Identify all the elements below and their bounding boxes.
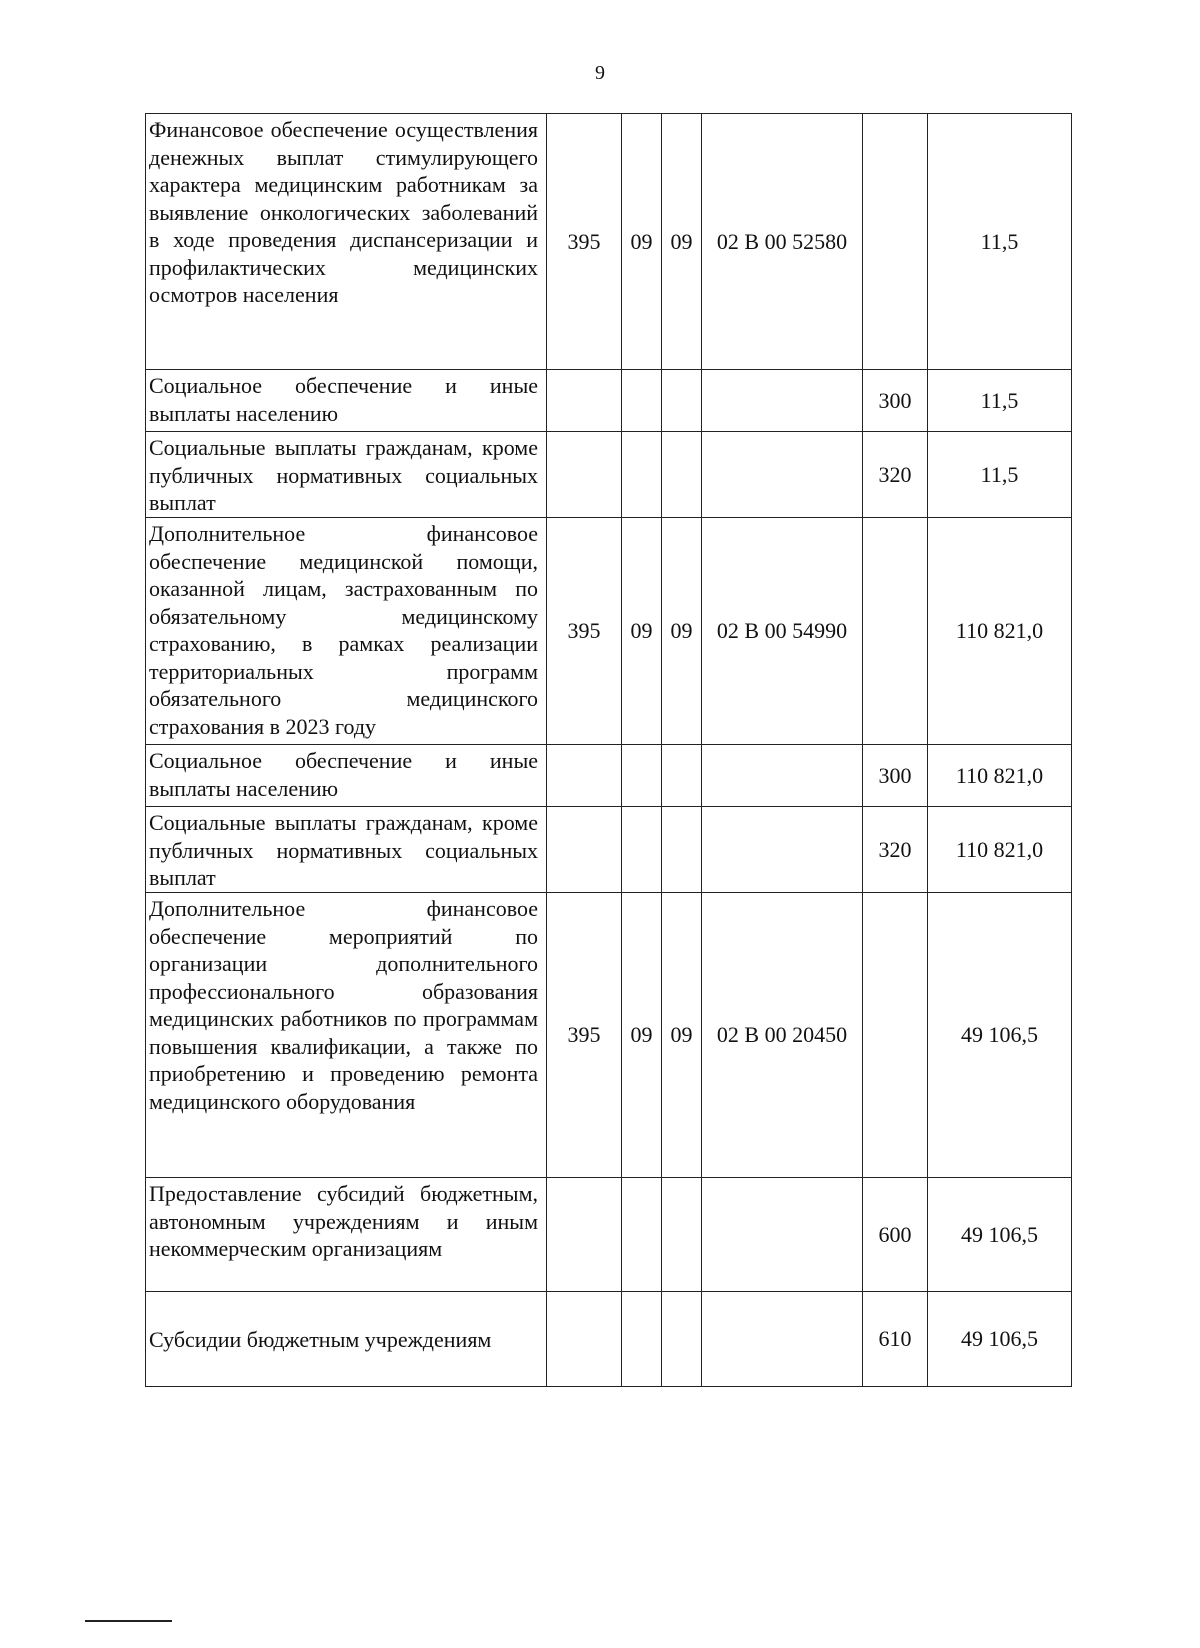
amount-cell: 11,5 [928,432,1072,518]
amount-cell: 11,5 [928,114,1072,370]
expense-type-cell [863,114,928,370]
subsection-cell: 09 [662,518,702,745]
grbs-cell [547,807,622,893]
page-number: 9 [595,62,605,84]
grbs-cell: 395 [547,114,622,370]
subsection-cell: 09 [662,893,702,1178]
target-article-cell: 02 В 00 20450 [702,893,863,1178]
row-name-cell: Социальное обеспечение и иные выплаты населению [146,745,547,807]
subsection-cell [662,807,702,893]
amount-cell: 110 821,0 [928,745,1072,807]
row-name-cell: Социальные выплаты гражданам, кроме публичных нормативных социальных выплат [146,807,547,893]
expense-type-cell [863,518,928,745]
section-cell [622,807,662,893]
target-article-cell [702,432,863,518]
row-name-cell: Финансовое обеспечение осуществления денежных выплат стимулирующего характера медицинским работникам за выявление онкологических заболеваний в ходе проведения диспансеризации и профилактических медицинских осмотров населения [146,114,547,370]
table-row [146,1292,1072,1387]
row-name-cell: Дополнительное финансовое обеспечение мероприятий по организации дополнительного профессионального образования медицинских работников по программам повышения квалификации, а также по приобретению и проведению ремонта медицинского оборудования [146,893,547,1178]
target-article-cell: 02 В 00 54990 [702,518,863,745]
expense-type-cell [863,893,928,1178]
row-name-cell: Субсидии бюджетным учреждениям [146,1292,547,1387]
target-article-cell [702,745,863,807]
target-article-cell [702,1178,863,1292]
amount-cell: 49 106,5 [928,1292,1072,1387]
target-article-cell [702,370,863,432]
section-cell: 09 [622,893,662,1178]
row-name-cell: Предоставление субсидий бюджетным, автономным учреждениям и иным некоммерческим организациям [146,1178,547,1292]
amount-cell: 110 821,0 [928,807,1072,893]
subsection-cell [662,1178,702,1292]
amount-cell: 49 106,5 [928,893,1072,1178]
expense-type-cell: 300 [863,370,928,432]
grbs-cell [547,370,622,432]
section-cell [622,1292,662,1387]
section-cell [622,1178,662,1292]
table-row [146,745,1072,807]
table-row [146,893,1072,1178]
row-name-cell: Дополнительное финансовое обеспечение медицинской помощи, оказанной лицам, застрахованным по обязательному медицинскому страхованию, в рамках реализации территориальных программ обязательного медицинского страхования в 2023 году [146,518,547,745]
subsection-cell [662,1292,702,1387]
target-article-cell: 02 В 00 52580 [702,114,863,370]
subsection-cell [662,745,702,807]
target-article-cell [702,1292,863,1387]
section-cell: 09 [622,114,662,370]
section-cell [622,745,662,807]
grbs-cell [547,1292,622,1387]
amount-cell: 49 106,5 [928,1178,1072,1292]
section-cell: 09 [622,518,662,745]
grbs-cell [547,745,622,807]
table-row [146,370,1072,432]
section-cell [622,370,662,432]
target-article-cell [702,807,863,893]
table-row [146,432,1072,518]
table-row [146,114,1072,370]
budget-table [145,113,1072,1387]
subsection-cell [662,432,702,518]
grbs-cell: 395 [547,518,622,745]
table-row [146,807,1072,893]
subsection-cell: 09 [662,114,702,370]
expense-type-cell: 610 [863,1292,928,1387]
grbs-cell [547,1178,622,1292]
expense-type-cell: 600 [863,1178,928,1292]
table-row [146,1178,1072,1292]
grbs-cell [547,432,622,518]
row-name-cell: Социальное обеспечение и иные выплаты населению [146,370,547,432]
section-cell [622,432,662,518]
expense-type-cell: 300 [863,745,928,807]
table-row [146,518,1072,745]
subsection-cell [662,370,702,432]
expense-type-cell: 320 [863,432,928,518]
grbs-cell: 395 [547,893,622,1178]
amount-cell: 110 821,0 [928,518,1072,745]
amount-cell: 11,5 [928,370,1072,432]
row-name-cell: Социальные выплаты гражданам, кроме публичных нормативных социальных выплат [146,432,547,518]
footnote-separator [85,1620,172,1622]
expense-type-cell: 320 [863,807,928,893]
